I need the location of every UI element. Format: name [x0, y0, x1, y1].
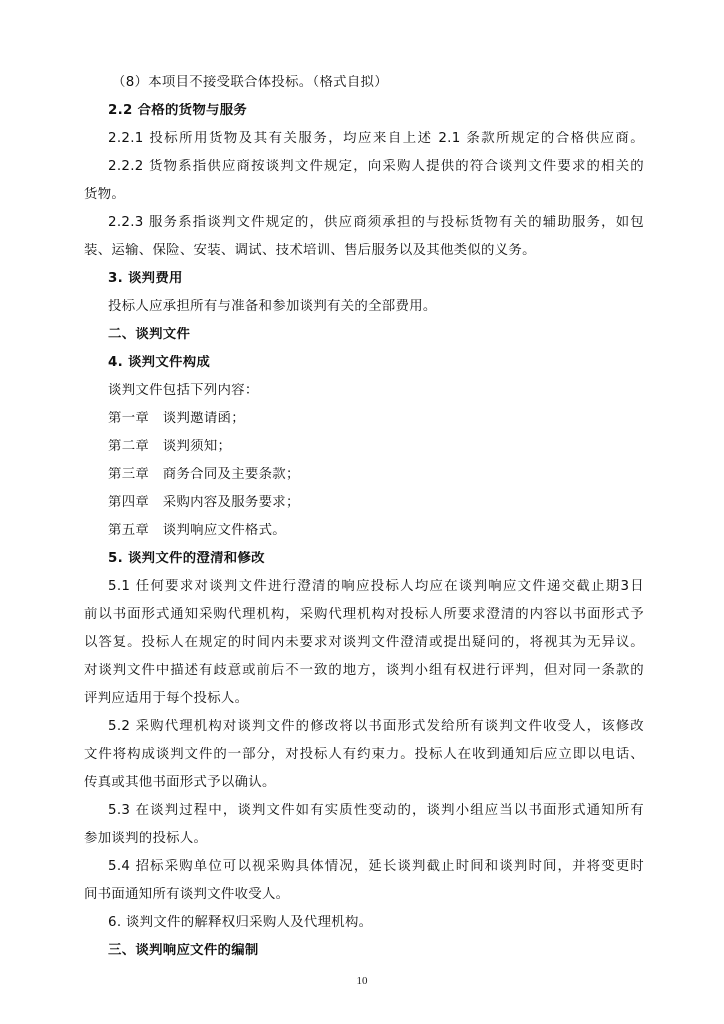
para-6: 6. 谈判文件的解释权归采购人及代理机构。	[108, 915, 373, 930]
para-5-3: 5.3 在谈判过程中，谈判文件如有实质性变动的，谈判小组应当以书面形式通知所有	[108, 803, 644, 818]
chapter-3: 第三章 商务合同及主要条款；	[108, 467, 300, 482]
para-5-1-cont-2: 以答复。投标人在规定的时间内未要求对谈判文件澄清或提出疑问的，将视其为无异议。	[84, 635, 644, 650]
heading-5: 5. 谈判文件的澄清和修改	[108, 551, 265, 566]
para-4: 谈判文件包括下列内容：	[108, 383, 259, 398]
para-5-1-cont-3: 对谈判文件中描述有歧意或前后不一致的地方，谈判小组有权进行评判，但对同一条款的	[84, 663, 644, 678]
para-5-2-cont-1: 文件将构成谈判文件的一部分，对投标人有约束力。投标人在收到通知后应立即以电话、	[84, 747, 644, 762]
para-3: 投标人应承担所有与准备和参加谈判有关的全部费用。	[108, 299, 437, 314]
chapter-1: 第一章 谈判邀请函；	[108, 411, 245, 426]
para-2-2-1: 2.2.1 投标所用货物及其有关服务，均应来自上述 2.1 条款所规定的合格供应商。	[108, 131, 644, 146]
para-5-4: 5.4 招标采购单位可以视采购具体情况，延长谈判截止时间和谈判时间，并将变更时	[108, 859, 644, 874]
para-2-2-2-cont: 货物。	[84, 187, 126, 202]
heading-3: 3. 谈判费用	[108, 271, 183, 286]
heading-2-2: 2.2 合格的货物与服务	[108, 103, 248, 118]
section-heading-2: 二、谈判文件	[108, 327, 191, 342]
heading-4: 4. 谈判文件构成	[108, 355, 211, 370]
chapter-2: 第二章 谈判须知；	[108, 439, 232, 454]
section-heading-3: 三、谈判响应文件的编制	[108, 943, 259, 958]
para-5-3-cont: 参加谈判的投标人。	[84, 831, 208, 846]
para-5-4-cont: 间书面通知所有谈判文件收受人。	[84, 887, 290, 902]
para-2-2-2: 2.2.2 货物系指供应商按谈判文件规定，向采购人提供的符合谈判文件要求的相关的	[108, 159, 644, 174]
para-5-2-cont-2: 传真或其他书面形式予以确认。	[84, 775, 276, 790]
para-5-1-cont-4: 评判应适用于每个投标人。	[84, 691, 249, 706]
para-5-2: 5.2 采购代理机构对谈判文件的修改将以书面形式发给所有谈判文件收受人，该修改	[108, 719, 644, 734]
para-2-2-3: 2.2.3 服务系指谈判文件规定的，供应商须承担的与投标货物有关的辅助服务，如包	[108, 215, 644, 230]
page-number: 10	[356, 975, 368, 987]
chapter-5: 第五章 谈判响应文件格式。	[108, 523, 286, 538]
chapter-4: 第四章 采购内容及服务要求；	[108, 495, 300, 510]
para-5-1-cont-1: 前以书面形式通知采购代理机构，采购代理机构对投标人所要求澄清的内容以书面形式予	[84, 607, 644, 622]
para-5-1: 5.1 任何要求对谈判文件进行澄清的响应投标人均应在谈判响应文件递交截止期3日	[108, 579, 644, 594]
para-2-2-3-cont: 装、运输、保险、安装、调试、技术培训、售后服务以及其他类似的义务。	[84, 243, 536, 258]
para-joint-bid: （8）本项目不接受联合体投标。（格式自拟）	[112, 75, 388, 90]
